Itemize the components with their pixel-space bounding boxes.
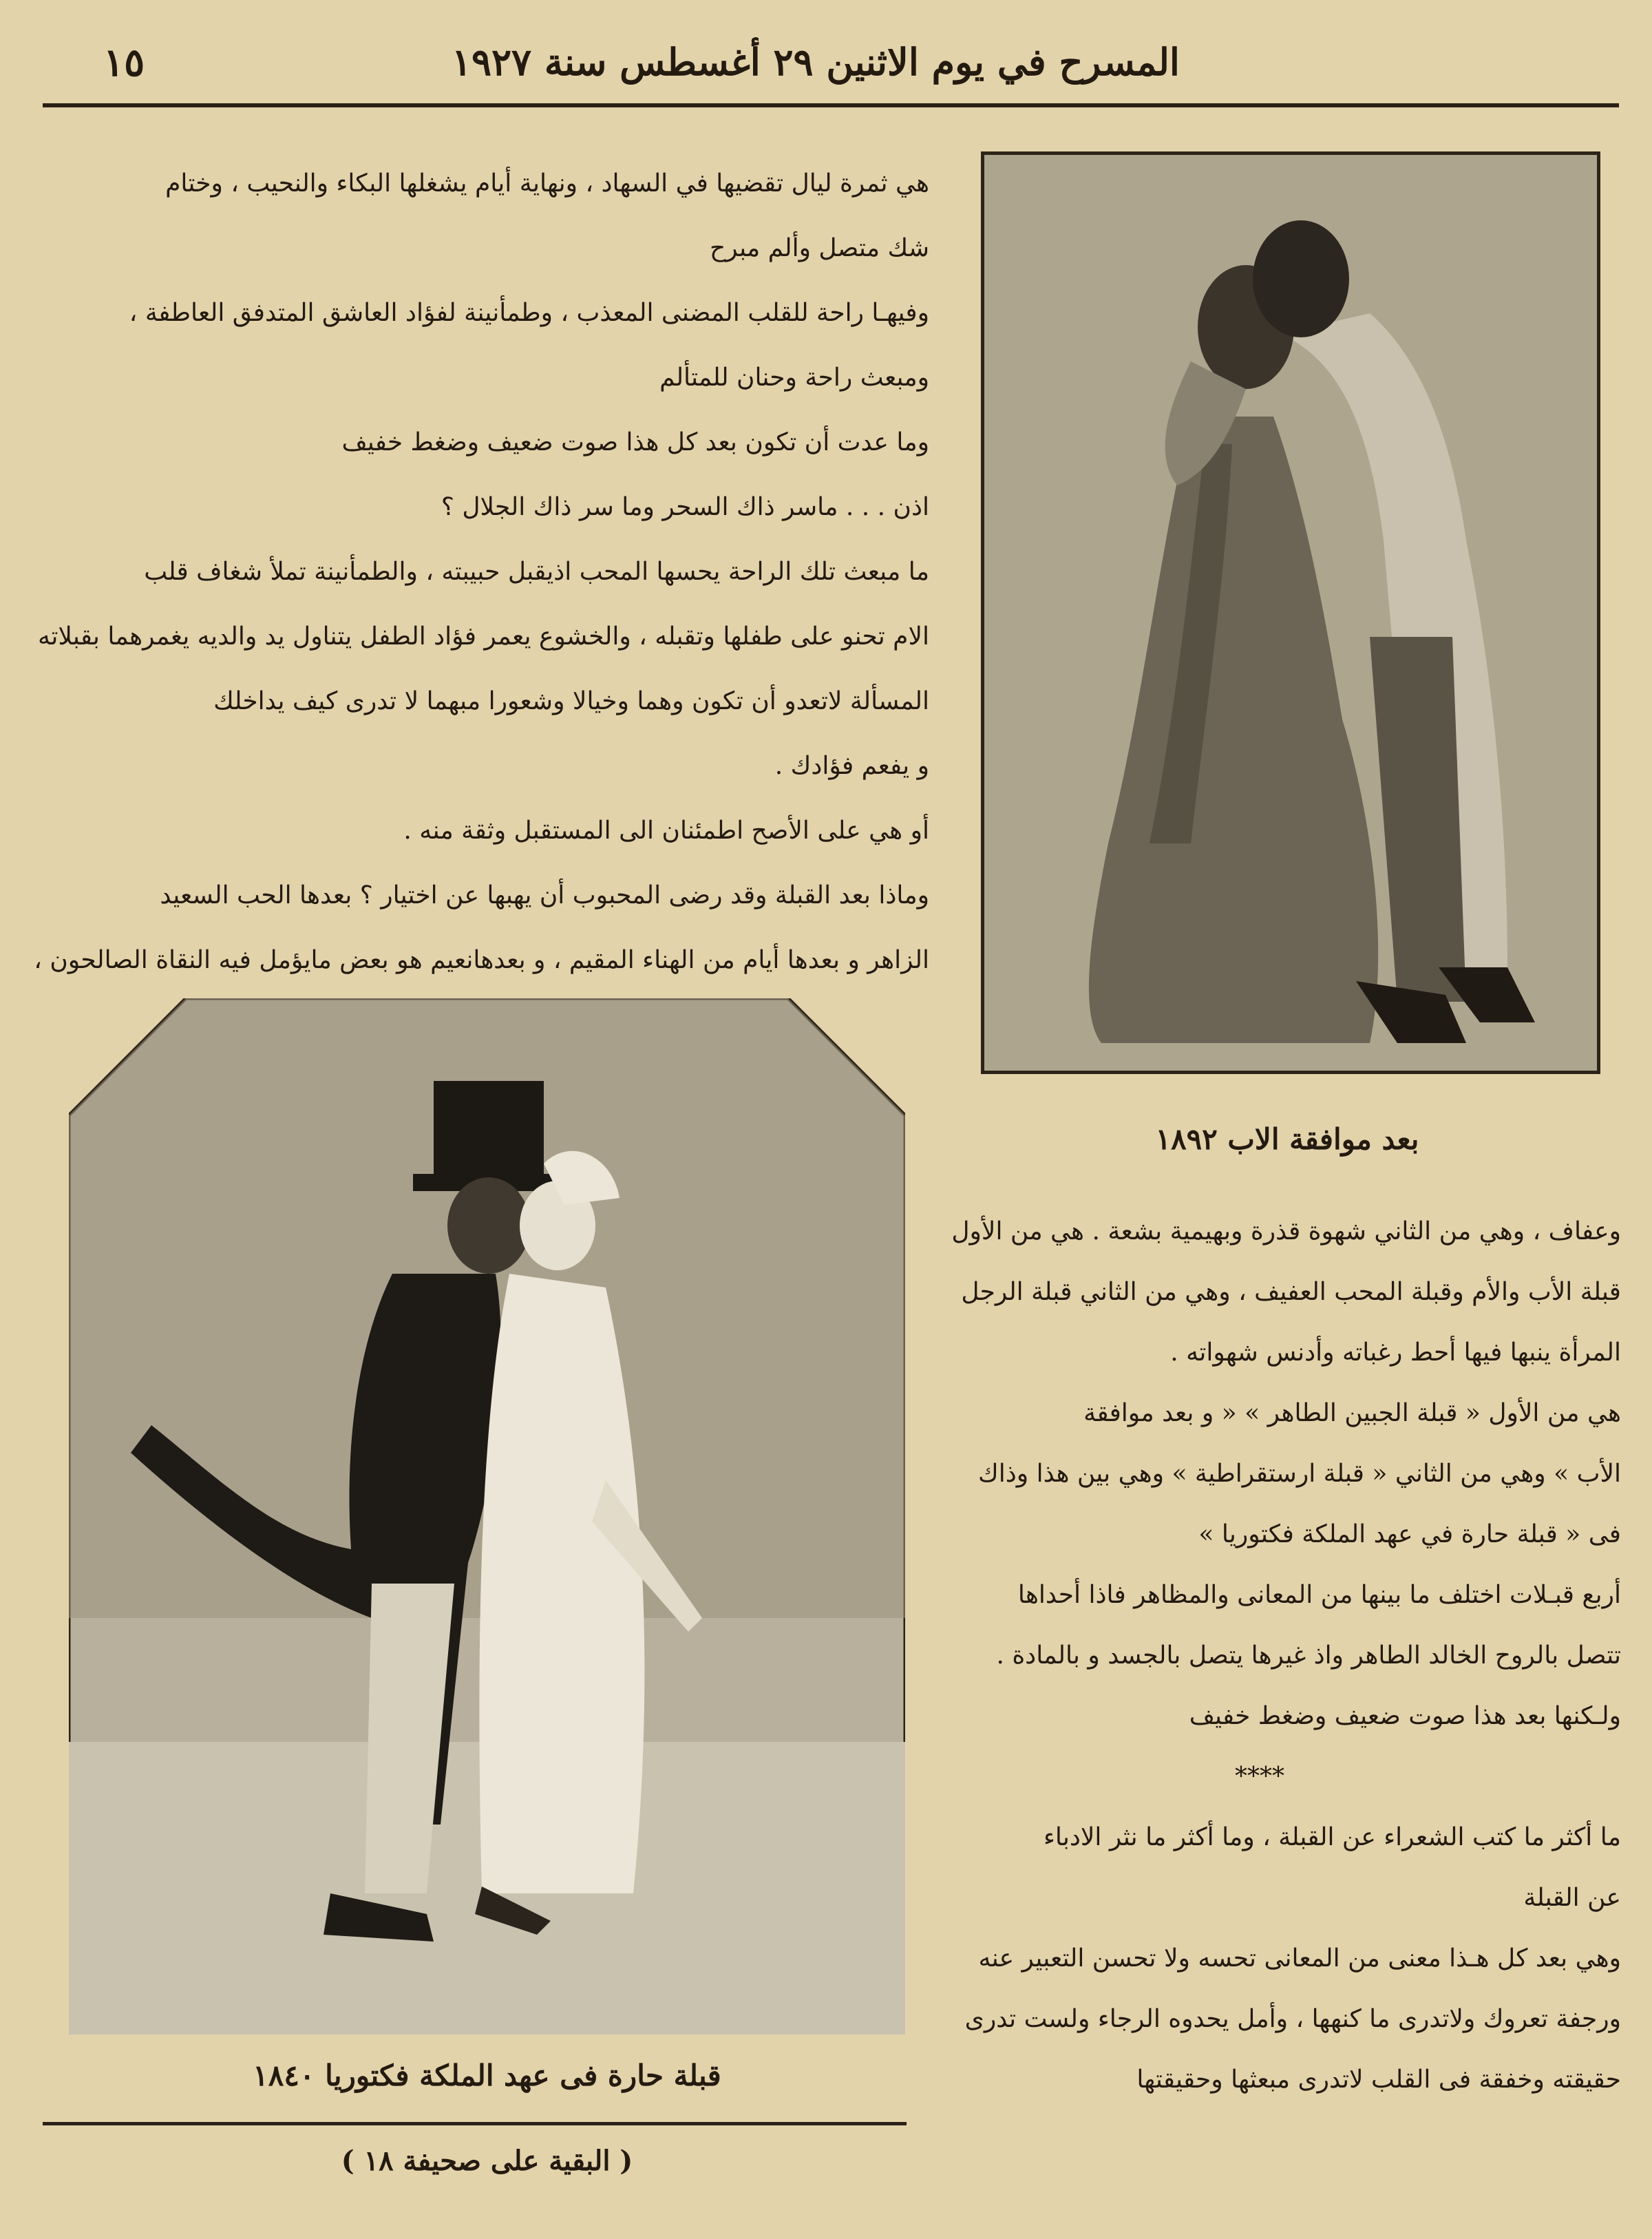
text-line: المسألة لاتعدو أن تكون وهما وخيالا وشعورا مبهما لا تدرى كيف يداخلك — [213, 687, 929, 715]
text-line: ما مبعث تلك الراحة يحسها المحب اذيقبل حبيبته ، والطمأنينة تملأ شغاف قلب — [144, 558, 929, 586]
text-line: أو هي على الأصح اطمئنان الى المستقبل وثقة منه . — [403, 817, 929, 845]
text-line: قبلة الأب والأم وقبلة المحب العفيف ، وهي من الثاني قبلة الرجل — [961, 1278, 1621, 1306]
photo-embracing-couple-illustration — [984, 155, 1597, 1071]
photo-embracing-couple-caption: بعد موافقة الاب ١٨٩٢ — [1155, 1122, 1419, 1156]
text-line: تتصل بالروح الخالد الطاهر واذ غيرها يتصل بالجسد و بالمادة . — [996, 1641, 1621, 1670]
text-line: الزاهر و بعدها أيام من الهناء المقيم ، و بعدهانعيم هو بعض مايؤمل فيه النقاة الصالحون ، — [34, 946, 929, 974]
header-divider — [43, 103, 1619, 107]
text-line: ولـكنها بعد هذا صوت ضعيف وضغط خفيف — [1189, 1702, 1621, 1730]
photo-victorian-kiss-caption: قبلة حارة فى عهد الملكة فكتوريا ١٨٤٠ — [253, 2059, 721, 2092]
text-line: و يفعم فؤادك . — [774, 752, 929, 780]
continued-note: ( البقية على صحيفة ١٨ ) — [341, 2145, 633, 2177]
article-text-top — [28, 151, 929, 993]
text-line: هي ثمرة ليال تقضيها في السهاد ، ونهاية أيام يشغلها البكاء والنحيب ، وختام — [165, 169, 929, 198]
text-line: الام تحنو على طفلها وتقبله ، والخشوع يعمر فؤاد الطفل يتناول يد والديه يغمرهما بقبلاته — [38, 622, 929, 651]
text-line: وهي بعد كل هـذا معنى من المعانى تحسه ولا تحسن التعبير عنه — [978, 1944, 1621, 1973]
text-line: فى « قبلة حارة في عهد الملكة فكتوريا » — [1198, 1520, 1621, 1548]
text-line: ما أكثر ما كتب الشعراء عن القبلة ، وما أكثر ما نثر الادباء — [1043, 1823, 1621, 1851]
text-line: شك متصل وألم مبرح — [709, 234, 929, 262]
footer-divider — [43, 2122, 907, 2125]
text-line: ومبعث راحة وحنان للمتألم — [659, 364, 929, 392]
text-line: المرأة ينبها فيها أحط رغباته وأدنس شهواته . — [1170, 1338, 1621, 1367]
text-line: ورجفة تعروك ولاتدرى ما كنهها ، وأمل يحدوه الرجاء ولست تدرى — [964, 2005, 1621, 2033]
photo-embracing-couple — [981, 151, 1600, 1074]
text-line: عن القبلة — [1523, 1884, 1621, 1912]
photo-victorian-kiss — [69, 998, 905, 2035]
text-line: الأب » وهي من الثاني « قبلة ارستقراطية » وهي بين هذا وذاك — [978, 1460, 1621, 1488]
text-line: وما عدت أن تكون بعد كل هذا صوت ضعيف وضغط خفيف — [341, 428, 929, 456]
text-line: اذن . . . ماسر ذاك السحر وما سر ذاك الجلال ؟ — [441, 493, 929, 521]
text-line: هي من الأول « قبلة الجبين الطاهر » « و بعد موافقة — [1083, 1399, 1621, 1427]
text-line: وماذا بعد القبلة وقد رضى المحبوب أن يهبها عن اختيار ؟ بعدها الحب السعيد — [160, 881, 929, 910]
page-number: ١٥ — [103, 40, 145, 85]
section-separator: **** — [1235, 1763, 1284, 1791]
text-line: أربع قبـلات اختلف ما بينها من المعانى والمظاهر فاذا أحداها — [1017, 1581, 1621, 1609]
photo-victorian-kiss-illustration — [69, 998, 905, 2035]
text-line: وعفاف ، وهي من الثاني شهوة قذرة وبهيمية بشعة . هي من الأول — [951, 1217, 1621, 1245]
page-header-title: المسرح في يوم الاثنين ٢٩ أغسطس سنة ١٩٢٧ — [452, 40, 1180, 84]
text-line: حقيقته وخفقة فى القلب لاتدرى مبعثها وحقيقتها — [1136, 2065, 1621, 2094]
article-text-bottom — [898, 1201, 1621, 2110]
text-line: وفيهـا راحة للقلب المضنى المعذب ، وطمأنينة لفؤاد العاشق المتدفق العاطفة ، — [129, 299, 929, 327]
